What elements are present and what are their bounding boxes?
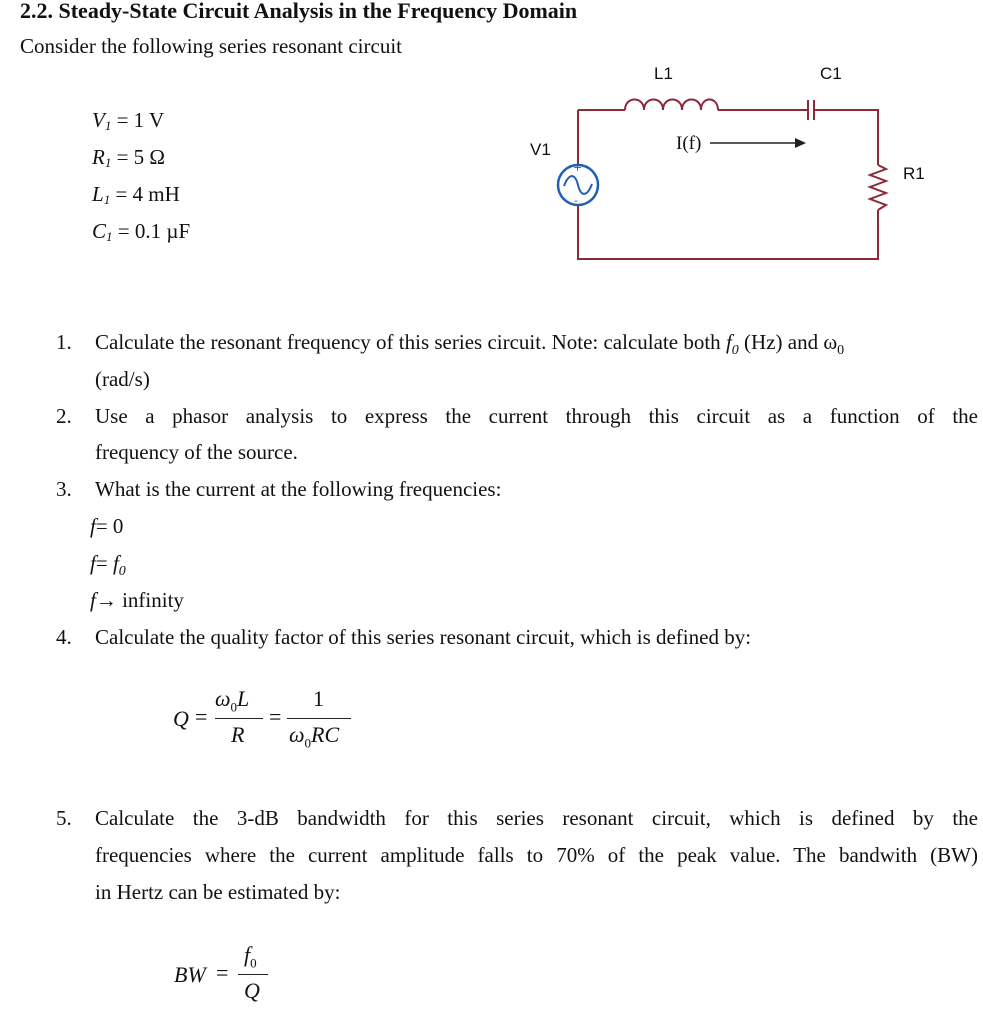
bw-den: Q [244, 978, 260, 1003]
bw-fraction-bar [238, 974, 268, 975]
param-symbol: V [92, 108, 105, 132]
q-equals-2: = [269, 704, 282, 729]
param-r1 [92, 145, 165, 171]
q-fraction-bar-1 [215, 718, 263, 719]
label-r1: R1 [903, 164, 925, 183]
question-5-line1: Calculate the 3-dB bandwidth for this series resonant circuit, which is defined by the [95, 806, 978, 830]
source-v1-symbol [558, 161, 598, 207]
intro-text: Consider the following series resonant circuit [20, 34, 402, 58]
question-2-line1: Use a phasor analysis to express the current through this circuit as a function of the [95, 404, 978, 428]
question-1-line1 [95, 330, 844, 359]
frequency-rest: = 0 [95, 514, 124, 538]
param-symbol: L [92, 182, 104, 206]
circuit-wires [578, 110, 878, 259]
f0-sub: 0 [731, 343, 739, 359]
f0-sub: 0 [118, 564, 126, 580]
quality-factor-formula [165, 684, 365, 764]
q-fraction-bar-2 [287, 718, 351, 719]
frequency-item-f0 [90, 551, 126, 580]
param-symbol: R [92, 145, 105, 169]
f0-symbol: f [725, 330, 732, 354]
question-5-line3: in Hertz can be estimated by: [95, 880, 341, 904]
label-current: I(f) [676, 133, 702, 154]
bw-equals: = [216, 960, 229, 985]
param-value: = 5 Ω [116, 145, 166, 169]
bandwidth-formula [168, 942, 288, 1017]
f-symbol: f [90, 551, 96, 575]
question-5-number: 5. [56, 806, 72, 830]
q-den2-tail: RC [311, 722, 340, 747]
question-3-number: 3. [56, 477, 72, 501]
f0-unit: (Hz) and [744, 330, 819, 354]
label-c1: C1 [820, 64, 842, 83]
w0-symbol: ω [823, 330, 838, 354]
param-sub: 1 [104, 155, 112, 170]
param-symbol: C [92, 219, 107, 243]
q-equals: = [195, 704, 208, 729]
q-den2: ω [289, 722, 305, 747]
q-num1-tail: L [237, 686, 250, 711]
param-sub: 1 [104, 118, 112, 133]
question-1-text: Calculate the resonant frequency of this series circuit. Note: calculate both [95, 330, 721, 354]
frequency-item-zero [90, 514, 123, 539]
label-v1: V1 [530, 140, 551, 159]
w0-sub: 0 [837, 343, 845, 359]
inductor-l1-symbol [625, 100, 718, 111]
label-l1: L1 [654, 64, 673, 83]
question-5-line2: frequencies where the current amplitude falls to 70% of the peak value. The bandwith (BW) [95, 843, 978, 867]
svg-text:-: - [574, 194, 578, 207]
bw-lhs: BW [174, 962, 206, 987]
q-den1: R [231, 722, 245, 747]
question-4-line1: Calculate the quality factor of this series resonant circuit, which is defined by: [95, 625, 752, 649]
svg-text:+: + [573, 161, 583, 174]
param-value: = 0.1 µF [117, 219, 191, 243]
current-arrow-icon [710, 138, 806, 148]
param-value: = 1 V [116, 108, 165, 132]
q-num2: 1 [313, 686, 324, 711]
bw-num-sub: 0 [250, 955, 257, 971]
question-1-number: 1. [56, 330, 72, 354]
q-den2-sub: 0 [304, 735, 312, 751]
frequency-rest: = [95, 551, 113, 575]
q-num1: ω [215, 686, 231, 711]
param-c1 [92, 219, 190, 245]
f0-symbol: f [112, 551, 119, 575]
f-symbol: f [90, 514, 96, 538]
param-l1 [92, 182, 180, 208]
section-heading: 2.2. Steady-State Circuit Analysis in the Frequency Domain [20, 0, 578, 23]
bw-num: f [244, 942, 251, 967]
frequency-rest: → infinity [95, 588, 184, 612]
circuit-diagram [520, 55, 940, 270]
q-num1-sub: 0 [230, 699, 238, 715]
param-sub: 1 [103, 192, 111, 207]
q-lhs: Q [173, 706, 189, 731]
param-sub: 1 [106, 229, 113, 244]
capacitor-c1-symbol [802, 100, 820, 120]
param-value: = 4 mH [115, 182, 180, 206]
question-4-number: 4. [56, 625, 72, 649]
f-symbol: f [90, 588, 96, 612]
question-3-line1: What is the current at the following frequencies: [95, 477, 502, 501]
question-1-line2: (rad/s) [95, 367, 150, 391]
frequency-item-infinity [90, 588, 184, 613]
resistor-r1-symbol [870, 165, 886, 210]
param-v1 [92, 108, 164, 134]
question-2-line2: frequency of the source. [95, 440, 298, 464]
question-2-number: 2. [56, 404, 72, 428]
